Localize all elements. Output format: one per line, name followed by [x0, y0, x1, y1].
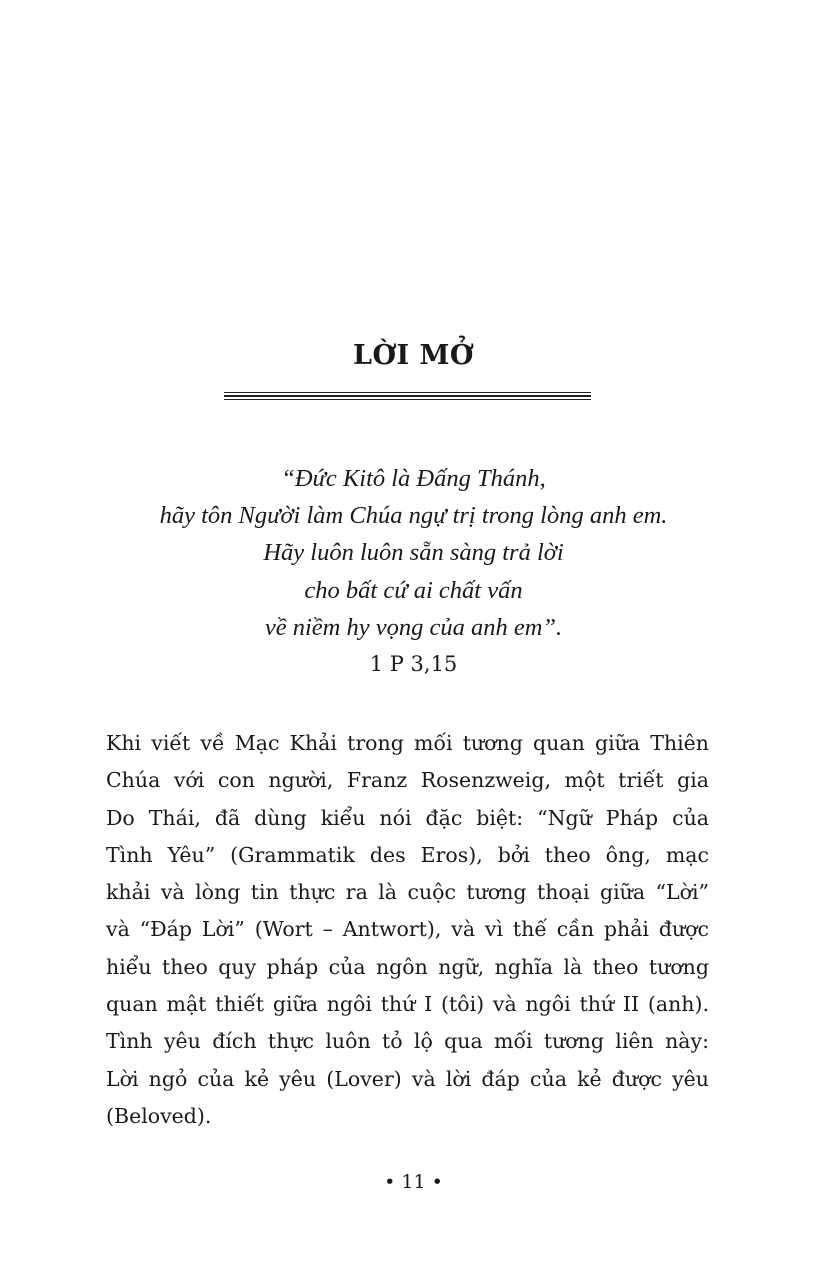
page-number: • 11 •	[384, 1171, 443, 1193]
paragraph-line: Do Thái, đã dùng kiểu nói đặc biệt: “Ngữ Pháp của	[106, 805, 709, 830]
epigraph	[0, 460, 827, 683]
paragraph-line: Chúa với con người, Franz Rosenzweig, một triết gia	[106, 768, 709, 793]
paragraph-line: hiểu theo quy pháp của ngôn ngữ, nghĩa là theo tương	[106, 954, 709, 979]
paragraph-line: và “Đáp Lời” (Wort – Antwort), và vì thế cần phải được	[106, 917, 709, 942]
paragraph-line: (Beloved).	[106, 1103, 212, 1128]
epigraph-line: về niềm hy vọng của anh em”.	[264, 613, 563, 641]
epigraph-reference: 1 P 3,15	[369, 652, 458, 677]
title-divider-top	[224, 392, 591, 393]
paragraph-line: Khi viết về Mạc Khải trong mối tương quan giữa Thiên	[106, 731, 709, 755]
paragraph-line: Tình yêu đích thực luôn tỏ lộ qua mối tương liên này:	[106, 1029, 709, 1054]
paragraph-line: Lời ngỏ của kẻ yêu (Lover) và lời đáp của kẻ được yêu	[106, 1066, 709, 1091]
epigraph-line: “Đức Kitô là Đấng Thánh,	[281, 465, 546, 492]
paragraph-line: khải và lòng tin thực ra là cuộc tương thoại giữa “Lời”	[106, 880, 709, 905]
title-divider-middle	[224, 395, 591, 397]
chapter-title: LỜI MỞ	[353, 340, 474, 371]
epigraph-line: hãy tôn Người làm Chúa ngự trị trong lòng anh em.	[159, 502, 668, 530]
epigraph-line: cho bất cứ ai chất vấn	[304, 576, 523, 604]
paragraph-line: quan mật thiết giữa ngôi thứ I (tôi) và ngôi thứ II (anh).	[106, 992, 709, 1017]
title-divider-bottom	[224, 399, 591, 400]
epigraph-line: Hãy luôn luôn sẵn sàng trả lời	[263, 539, 564, 567]
body-paragraph	[106, 725, 709, 1135]
paragraph-line: Tình Yêu” (Grammatik des Eros), bởi theo ông, mạc	[106, 842, 709, 867]
